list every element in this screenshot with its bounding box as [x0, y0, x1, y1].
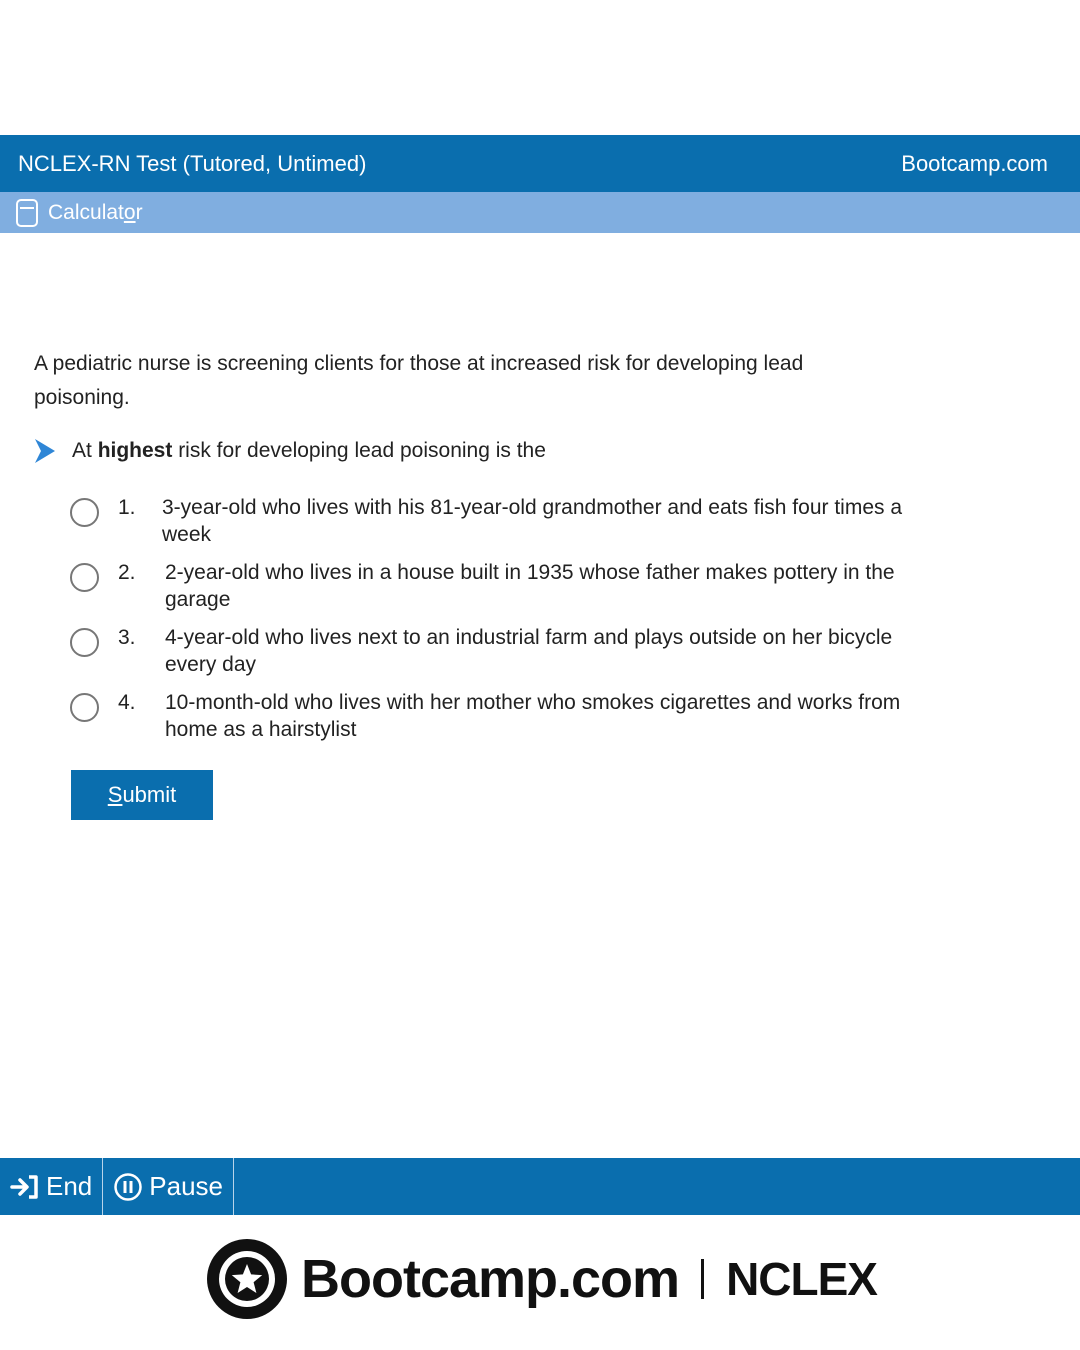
prompt-text: At highest risk for developing lead poisoning is the: [72, 439, 546, 462]
arrow-right-icon: [34, 438, 56, 464]
option-text: 3-year-old who lives with his 81-year-old grandmother and eats fish four times a week: [162, 496, 903, 546]
answer-option-4[interactable]: [70, 689, 930, 754]
option-number: 4.: [118, 691, 136, 714]
pause-label: Pause: [149, 1171, 223, 1201]
brand-footer: [205, 1236, 877, 1322]
test-header: [0, 135, 1080, 192]
test-title: NCLEX-RN Test (Tutored, Untimed): [18, 150, 367, 176]
option-number: 3.: [118, 626, 136, 649]
calculator-button[interactable]: [16, 199, 143, 227]
option-number: 2.: [118, 561, 136, 584]
end-button[interactable]: [0, 1158, 103, 1215]
footer-toolbar: [0, 1158, 1080, 1215]
submit-button[interactable]: S ubmit: [71, 770, 213, 820]
question-prompt: [34, 438, 546, 464]
site-name: Bootcamp.com: [901, 150, 1048, 176]
radio-button[interactable]: [70, 498, 99, 527]
answer-option-3[interactable]: [70, 624, 930, 689]
answer-option-1[interactable]: [70, 494, 930, 559]
pause-button[interactable]: [103, 1158, 234, 1215]
option-text: 4-year-old who lives next to an industrial farm and plays outside on her bicycle every day: [165, 626, 893, 676]
end-icon: [10, 1174, 40, 1200]
radio-button[interactable]: [70, 628, 99, 657]
brand-divider: [701, 1259, 704, 1299]
option-text: 2-year-old who lives in a house built in 1935 whose father makes pottery in the garage: [165, 561, 895, 611]
calculator-label: Calculator: [48, 200, 143, 224]
brand-name: Bootcamp.com: [301, 1249, 680, 1309]
calculator-icon: [16, 199, 38, 227]
question-stem: A pediatric nurse is screening clients for those at increased risk for developing lead poisoning.: [34, 352, 804, 409]
option-number: 1.: [118, 496, 136, 519]
end-label: End: [46, 1171, 93, 1201]
pause-icon: [113, 1172, 143, 1202]
brand-sub: NCLEX: [726, 1253, 877, 1305]
toolbar: [0, 192, 1080, 233]
radio-button[interactable]: [70, 563, 99, 592]
radio-button[interactable]: [70, 693, 99, 722]
answer-option-2[interactable]: [70, 559, 930, 624]
star-logo-icon: [205, 1237, 289, 1321]
option-text: 10-month-old who lives with her mother who smokes cigarettes and works from home as a hairstylist: [165, 691, 901, 741]
answer-options: [70, 494, 930, 754]
